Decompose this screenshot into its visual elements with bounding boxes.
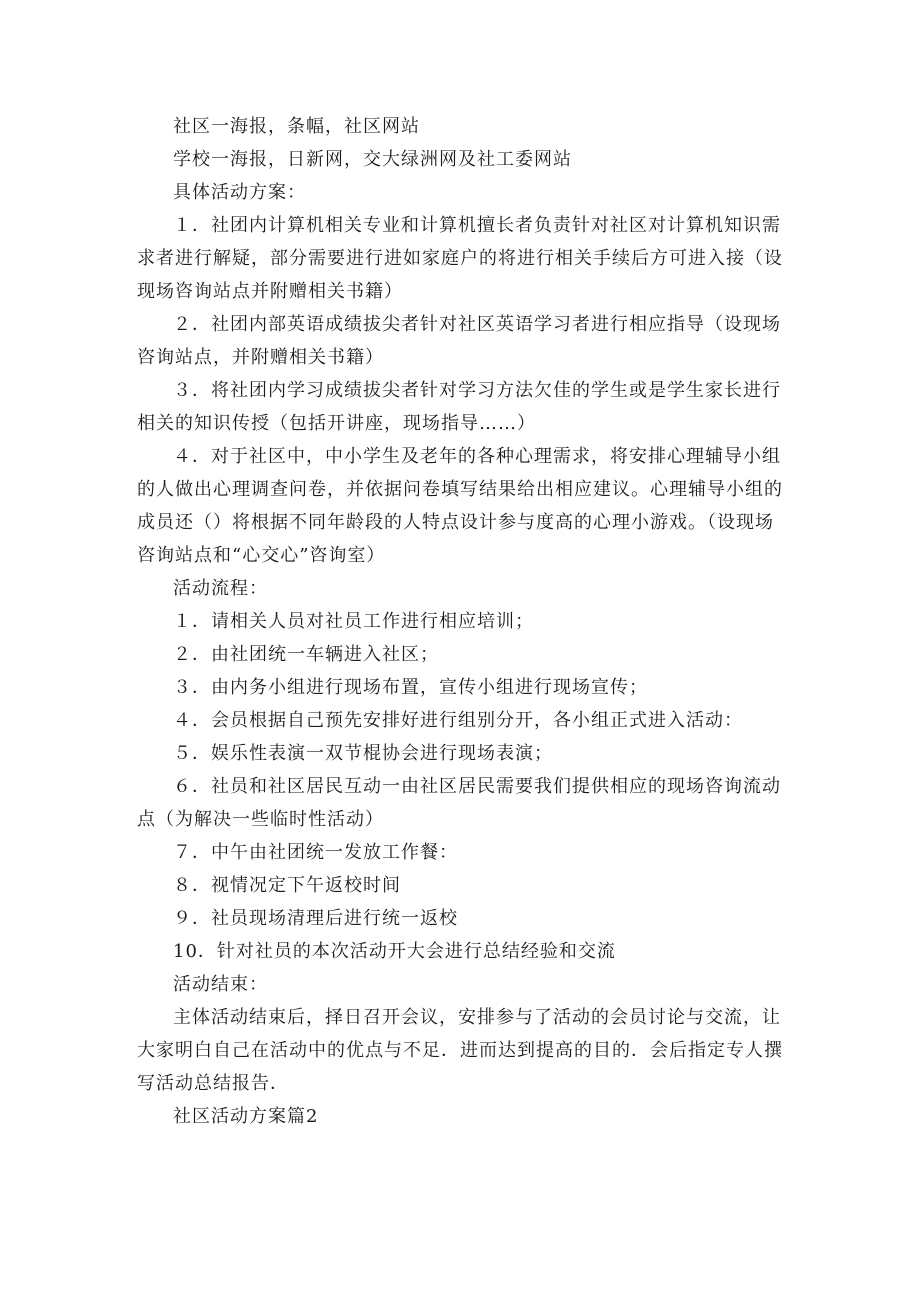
flow-step-9: ９．社员现场清理后进行统一返校 <box>173 908 458 929</box>
paragraph-school-publicity: 学校一海报，日新网，交大绿洲网及社工委网站 <box>173 149 572 170</box>
flow-step-2: ２．由社团统一车辆进入社区； <box>173 644 439 665</box>
paragraph-plan-item-4: ４．对于社区中，中小学生及老年的各种心理需求，将安排心理辅导小组的人做出心理调查问卷，并依据问卷填写结果给出相应建议。心理辅导小组的成员还（）将根据不同年龄段的人特点设计参与度高的心理小游戏。（设现场咨询站点和“心交心”咨询室） <box>137 446 783 566</box>
heading-activity-end: 活动结束： <box>173 974 268 995</box>
paragraph-plan-item-3: ３．将社团内学习成绩拔尖者针对学习方法欠佳的学生或是学生家长进行相关的知识传授（包括开讲座，现场指导……） <box>137 380 781 434</box>
flow-step-5: ５．娱乐性表演一双节棍协会进行现场表演； <box>173 743 553 764</box>
paragraph-plan-item-2: ２．社团内部英语成绩拔尖者针对社区英语学习者进行相应指导（设现场咨询站点，并附赠相关书籍） <box>137 314 781 368</box>
flow-step-1: １．请相关人员对社员工作进行相应培训； <box>173 611 534 632</box>
paragraph-community-publicity: 社区一海报，条幅，社区网站 <box>173 116 420 137</box>
flow-step-3: ３．由内务小组进行现场布置，宣传小组进行现场宣传； <box>173 677 648 698</box>
paragraph-plan-item-1: １．社团内计算机相关专业和计算机擅长者负责针对社区对计算机知识需求者进行解疑，部分需要进行进如家庭户的将进行相关手续后方可进入接（设现场咨询站点并附赠相关书籍） <box>137 215 783 302</box>
paragraph-activity-end: 主体活动结束后，择日召开会议，安排参与了活动的会员讨论与交流，让大家明白自己在活动中的优点与不足．进而达到提高的目的．会后指定专人撰写活动总结报告． <box>137 1007 783 1094</box>
flow-step-8: ８．视情况定下午返校时间 <box>173 875 401 896</box>
flow-step-4: ４．会员根据自己预先安排好进行组别分开，各小组正式进入活动： <box>173 710 743 731</box>
flow-step-7: ７．中午由社团统一发放工作餐： <box>173 842 458 863</box>
heading-plan-part-2: 社区活动方案篇2 <box>173 1106 319 1127</box>
heading-activity-plan: 具体活动方案： <box>173 182 306 203</box>
heading-activity-flow: 活动流程： <box>173 578 268 599</box>
flow-step-10: 10．针对社员的本次活动开大会进行总结经验和交流 <box>173 941 616 962</box>
flow-step-6: ６．社员和社区居民互动一由社区居民需要我们提供相应的现场咨询流动点（为解决一些临时性活动） <box>137 776 781 830</box>
